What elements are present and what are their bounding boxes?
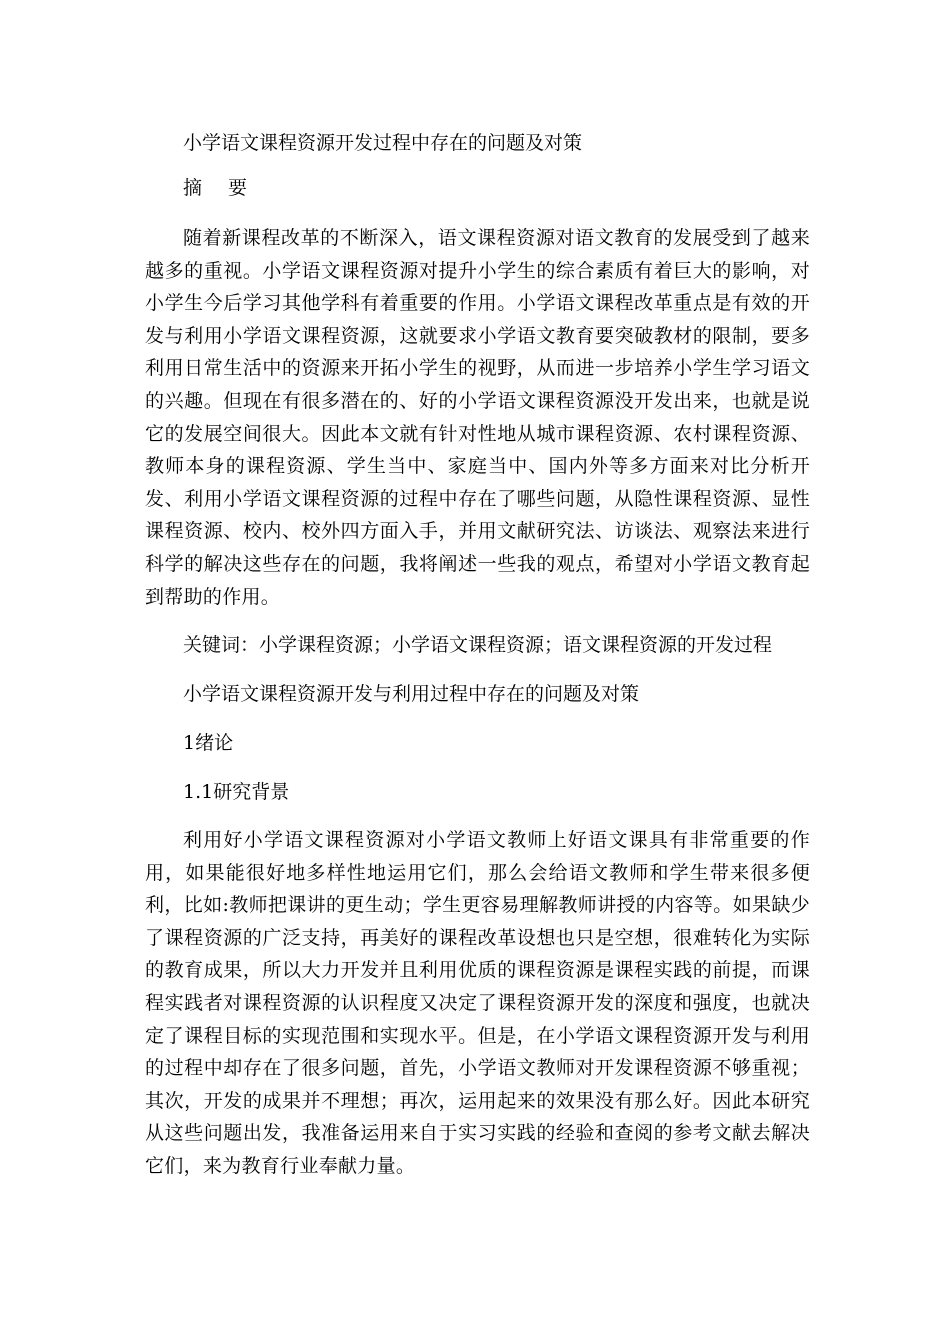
abstract-heading: 摘 要 <box>183 177 258 199</box>
background-paragraph: 利用好小学语文课程资源对小学语文教师上好语文课具有非常重要的作用，如果能很好地多样性地运用它们，那么会给语文教师和学生带来很多便利，比如:教师把课讲的更生动；学生更容易理解教师讲授的内容等。如果缺少了课程资源的广泛支持，再美好的课程改革设想也只是空想，很难转化为实际的教育成果，所以大力开发并且利用优质的课程资源是课程实践的前提，而课程实践者对课程资源的认识程度又决定了课程资源开发的深度和强度，也就决定了课程目标的实现范围和实现水平。但是，在小学语文课程资源开发与利用的过程中却存在了很多问题，首先，小学语文教师对开发课程资源不够重视；其次，开发的成果并不理想；再次，运用起来的效果没有那么好。因此本研究从这些问题出发，我准备运用来自于实习实践的经验和查阅的参考文献去解决它们，来为教育行业奉献力量。 <box>145 829 810 1177</box>
chapter-heading: 1绪论 <box>183 732 234 754</box>
document-title: 小学语文课程资源开发过程中存在的问题及对策 <box>183 132 583 154</box>
section-title: 小学语文课程资源开发与利用过程中存在的问题及对策 <box>183 683 640 705</box>
abstract-paragraph: 随着新课程改革的不断深入，语文课程资源对语文教育的发展受到了越来越多的重视。小学语文课程资源对提升小学生的综合素质有着巨大的影响，对小学生今后学习其他学科有着重要的作用。小学语文课程改革重点是有效的开发与利用小学语文课程资源，这就要求小学语文教育要突破教材的限制，要多利用日常生活中的资源来开拓小学生的视野，从而进一步培养小学生学习语文的兴趣。但现在有很多潜在的、好的小学语文课程资源没开发出来，也就是说它的发展空间很大。因此本文就有针对性地从城市课程资源、农村课程资源、教师本身的课程资源、学生当中、家庭当中、国内外等多方面来对比分析开发、利用小学语文课程资源的过程中存在了哪些问题，从隐性课程资源、显性课程资源、校内、校外四方面入手，并用文献研究法、访谈法、观察法来进行科学的解决这些存在的问题，我将阐述一些我的观点，希望对小学语文教育起到帮助的作用。 <box>145 227 810 608</box>
keywords-line: 关键词：小学课程资源；小学语文课程资源；语文课程资源的开发过程 <box>183 634 773 656</box>
subsection-heading: 1.1研究背景 <box>183 781 290 803</box>
